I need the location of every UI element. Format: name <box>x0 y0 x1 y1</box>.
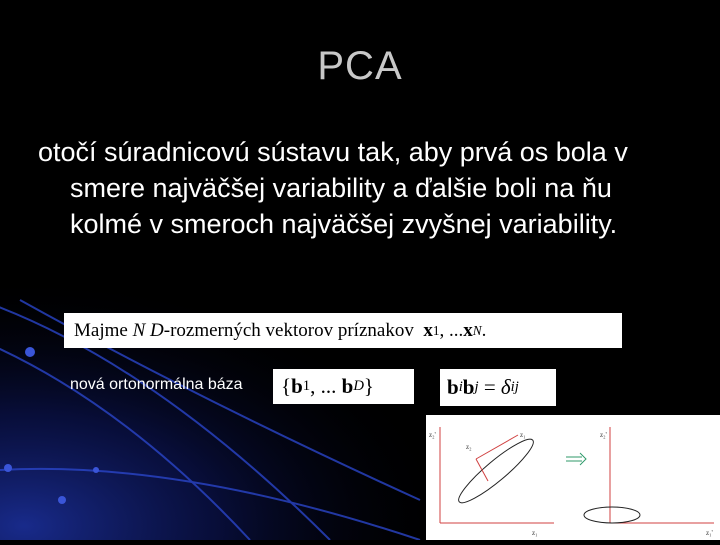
formula-intro-rest: -rozmerných vektorov príznakov <box>163 319 414 341</box>
right-x-label: z₁' <box>706 529 713 537</box>
formula-N: N <box>132 319 146 341</box>
axis1-label: z₁ <box>520 431 526 439</box>
slide-title: PCA <box>317 44 403 88</box>
right-y-label: z₂' <box>600 431 607 439</box>
transform-arrow-icon <box>566 453 586 465</box>
slide-body <box>38 134 678 242</box>
formula-vectors: Majme N D -rozmerných vektorov príznakov x 1 , ... x N . <box>64 313 622 348</box>
formula-orthonormal: b i b j = δ ij <box>440 369 556 406</box>
axis2-label: z₂ <box>466 443 472 451</box>
left-y-label: z₂' <box>429 431 436 439</box>
rotation-figure <box>426 415 720 540</box>
basis-label: nová ortonormálna báza <box>70 376 243 393</box>
body-paragraph: otočí súradnicovú sústavu tak, aby prvá os bola v smere najväčšej variability a ďalšie boli na ňu kolmé v smeroch najväčšej zvyšnej variability. <box>38 137 628 239</box>
data-ellipse-aligned <box>584 507 640 523</box>
left-plot-axes <box>440 427 554 523</box>
right-plot-axes <box>610 427 714 523</box>
rotation-diagram <box>426 415 720 540</box>
left-x-label: z₁ <box>532 529 538 537</box>
formula-intro-text: Majme <box>74 319 128 341</box>
formula-basis: { b 1 , ... b D } <box>273 369 414 404</box>
formula-D: D <box>150 319 164 341</box>
